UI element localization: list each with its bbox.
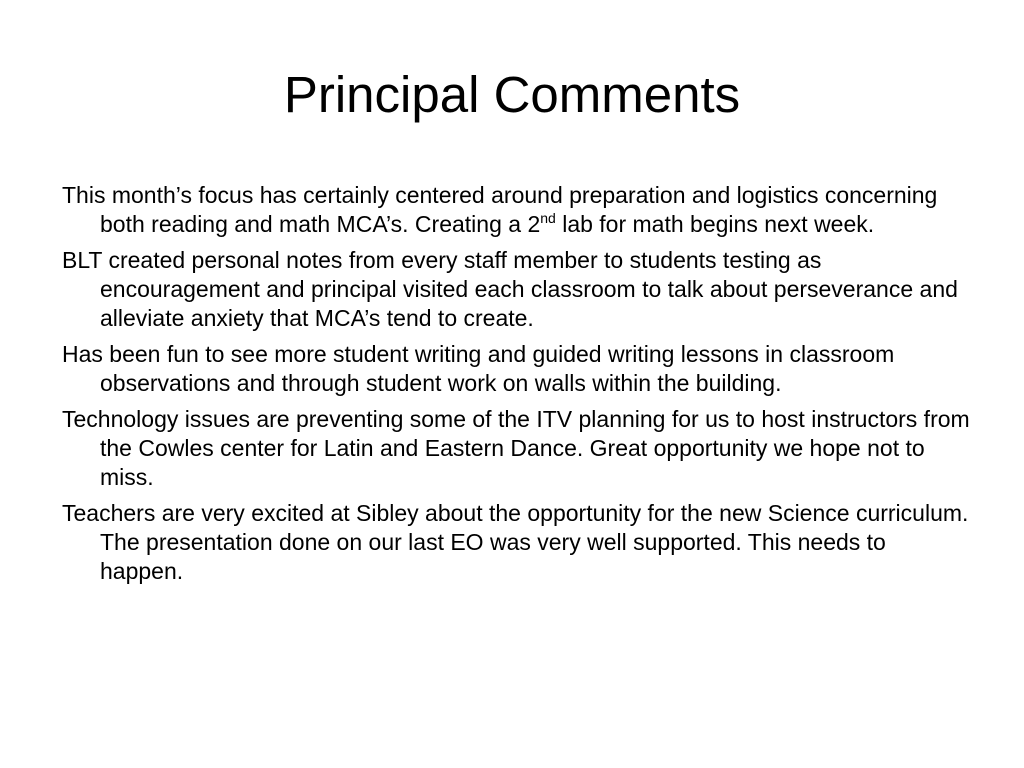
- bullet-item: [62, 405, 974, 492]
- bullet-text: Technology issues are preventing some of the ITV planning for us to host instructors from the Cowles center for Latin and Eastern Dance. Great opportunity we hope not to miss.: [62, 406, 970, 490]
- bullet-text: This month’s focus has certainly centered around preparation and logistics concerning both reading and math MCA’s. Creating a 2: [62, 182, 938, 237]
- bullet-item: [62, 246, 974, 333]
- slide-body: [62, 181, 974, 593]
- bullet-text-continued: lab for math begins next week.: [555, 211, 875, 237]
- bullet-superscript: nd: [540, 210, 556, 226]
- bullet-item: [62, 499, 974, 586]
- bullet-item: [62, 340, 974, 398]
- slide-title: Principal Comments: [283, 66, 741, 123]
- bullet-text: BLT created personal notes from every staff member to students testing as encouragement and principal visited each classroom to talk about perseverance and alleviate anxiety that MCA’s tend to create.: [62, 247, 958, 331]
- bullet-item: [62, 181, 974, 239]
- bullet-text: Teachers are very excited at Sibley about the opportunity for the new Science curriculum. The presentation done on our last EO was very well supported. This needs to happen.: [62, 500, 969, 584]
- bullet-text: Has been fun to see more student writing and guided writing lessons in classroom observations and through student work on walls within the building.: [62, 341, 895, 396]
